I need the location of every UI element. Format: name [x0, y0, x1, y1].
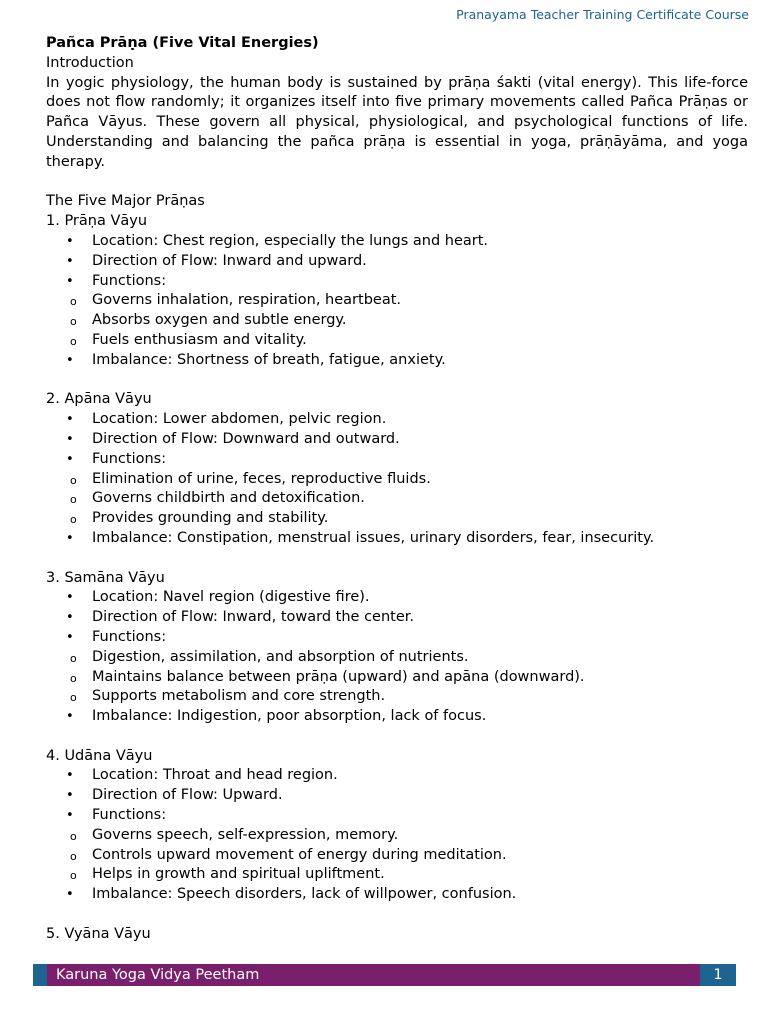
- document-body: [46, 34, 748, 945]
- spacer: [46, 549, 748, 569]
- function-item: o Digestion, assimilation, and absorption of nutrients.: [46, 648, 748, 668]
- imbalance-item: • Imbalance: Indigestion, poor absorption, lack of focus.: [46, 707, 748, 727]
- page-number: 1: [700, 964, 736, 986]
- functions-label: Functions:: [92, 272, 167, 289]
- direction-item: • Direction of Flow: Upward.: [46, 786, 748, 806]
- prana-details: [46, 766, 748, 825]
- location-item: • Location: Throat and head region.: [46, 766, 748, 786]
- imbalance-item: • Imbalance: Shortness of breath, fatigue, anxiety.: [46, 351, 748, 371]
- prana-imbalance-list: [46, 885, 748, 905]
- prana-heading-next: 5. Vyāna Vāyu: [46, 925, 151, 942]
- functions-label: Functions:: [92, 807, 167, 824]
- footer-institution: Karuna Yoga Vidya Peetham: [47, 964, 700, 986]
- prana-heading: 1. Prāṇa Vāyu: [46, 213, 148, 230]
- functions-label: Functions:: [92, 450, 167, 467]
- function-item: o Provides grounding and stability.: [46, 509, 748, 529]
- prana-imbalance-list: [46, 707, 748, 727]
- function-item: o Elimination of urine, feces, reproductive fluids.: [46, 470, 748, 490]
- document-title: Pañca Prāṇa (Five Vital Energies): [46, 35, 319, 51]
- function-item: o Controls upward movement of energy during meditation.: [46, 846, 748, 866]
- section-heading: The Five Major Prāṇas: [46, 193, 205, 210]
- location-item: • Location: Navel region (digestive fire).: [46, 588, 748, 608]
- prana-heading: 4. Udāna Vāyu: [46, 747, 153, 764]
- prana-heading: 2. Apāna Vāyu: [46, 391, 152, 408]
- spacer: [46, 371, 748, 391]
- function-item: o Governs speech, self-expression, memory.: [46, 826, 748, 846]
- running-header: Pranayama Teacher Training Certificate Course: [456, 7, 749, 22]
- function-item: o Helps in growth and spiritual upliftment.: [46, 865, 748, 885]
- function-item: o Governs inhalation, respiration, heartbeat.: [46, 291, 748, 311]
- function-item: o Maintains balance between prāṇa (upward) and apāna (downward).: [46, 668, 748, 688]
- prana-imbalance-list: [46, 351, 748, 371]
- location-item: • Location: Lower abdomen, pelvic region.: [46, 410, 748, 430]
- prana-section: [46, 390, 748, 548]
- direction-item: • Direction of Flow: Inward, toward the center.: [46, 608, 748, 628]
- functions-list: [46, 470, 748, 529]
- functions-item: [46, 806, 748, 826]
- functions-item: [46, 450, 748, 470]
- direction-item: • Direction of Flow: Inward and upward.: [46, 252, 748, 272]
- function-item: o Supports metabolism and core strength.: [46, 687, 748, 707]
- prana-details: [46, 410, 748, 469]
- spacer: [46, 905, 748, 925]
- prana-section: [46, 212, 748, 370]
- function-item: o Governs childbirth and detoxification.: [46, 489, 748, 509]
- page-footer: [33, 964, 736, 986]
- spacer: [46, 727, 748, 747]
- functions-list: [46, 291, 748, 350]
- functions-list: [46, 648, 748, 707]
- prana-heading: 3. Samāna Vāyu: [46, 569, 165, 586]
- prana-details: [46, 588, 748, 647]
- functions-label: Functions:: [92, 628, 167, 645]
- intro-paragraph: In yogic physiology, the human body is sustained by prāṇa śakti (vital energy). This life-force does not flow randomly; it organizes itself into five primary movements called Pañca Prāṇas or Pañca Vāyus. These govern all physical, physiological, and psychological functions of life. Understanding and balancing the pañca prāṇa is essential in yoga, prāṇāyāma, and yoga therapy.: [46, 74, 748, 170]
- function-item: o Fuels enthusiasm and vitality.: [46, 331, 748, 351]
- prana-imbalance-list: [46, 529, 748, 549]
- footer-accent-strip: [33, 964, 47, 986]
- function-item: o Absorbs oxygen and subtle energy.: [46, 311, 748, 331]
- prana-section: [46, 569, 748, 727]
- prana-details: [46, 232, 748, 291]
- imbalance-item: • Imbalance: Speech disorders, lack of willpower, confusion.: [46, 885, 748, 905]
- functions-list: [46, 826, 748, 885]
- location-item: • Location: Chest region, especially the lungs and heart.: [46, 232, 748, 252]
- intro-heading: Introduction: [46, 54, 134, 71]
- functions-item: [46, 628, 748, 648]
- imbalance-item: • Imbalance: Constipation, menstrual issues, urinary disorders, fear, insecurity.: [46, 529, 748, 549]
- direction-item: • Direction of Flow: Downward and outward.: [46, 430, 748, 450]
- functions-item: [46, 272, 748, 292]
- spacer: [46, 173, 748, 193]
- prana-section: [46, 747, 748, 905]
